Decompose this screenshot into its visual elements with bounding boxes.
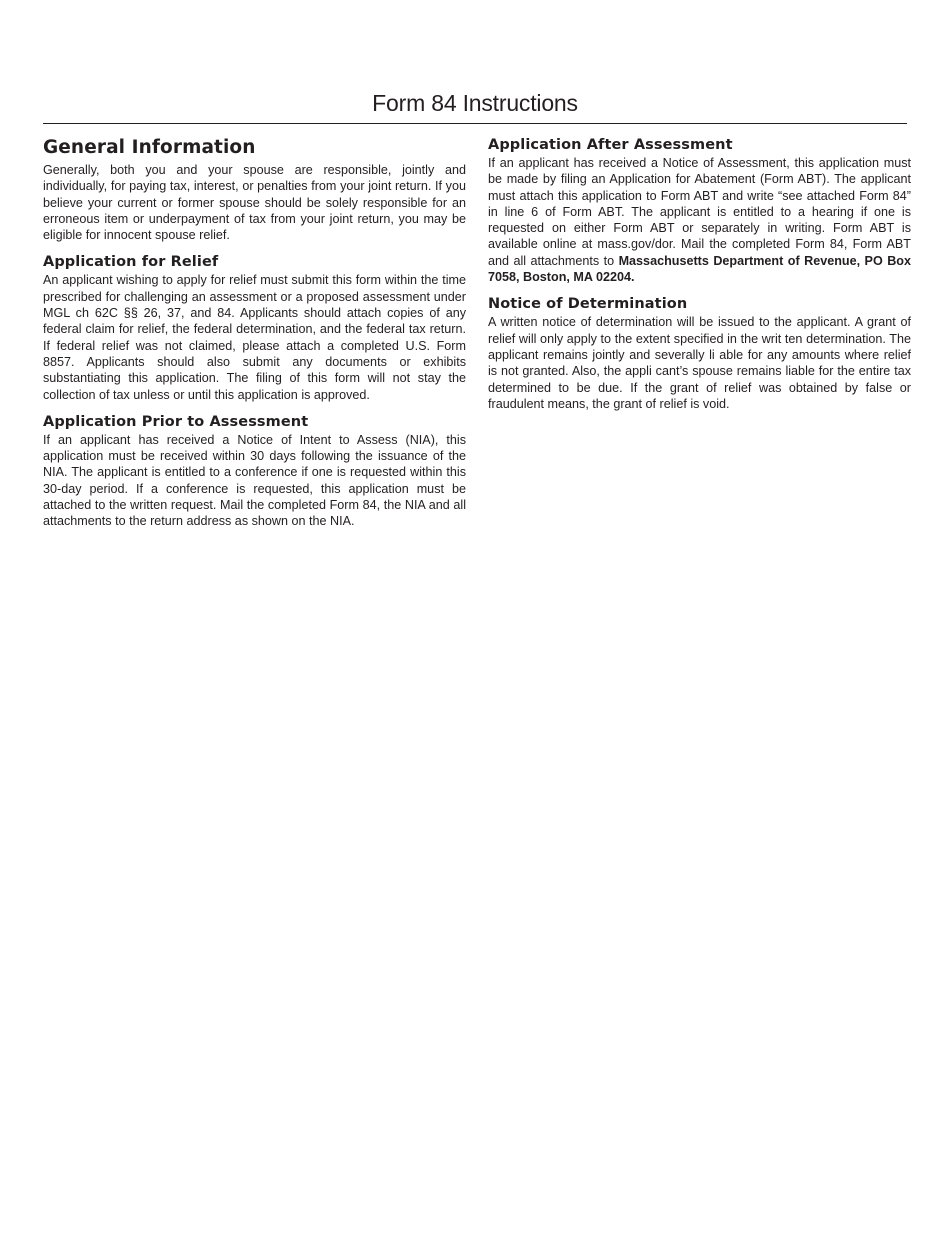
application-prior-to-assessment-text: If an applicant has received a Notice of Intent to Assess (NIA), this application must be received within 30 days following the issuance of the NIA. The applicant is entitled to a conference if one is requested within this 30-day period. If a conference is requested, this application must be attached to the written request. Mail the completed Form 84, the NIA and all attachments to the return address as shown on the NIA.	[43, 432, 466, 529]
dor-mailing-address: Massachusetts Department of Revenue, PO Box 7058, Boston, MA 02204.	[488, 253, 912, 285]
section-application-after-assessment	[488, 136, 911, 285]
notice-of-determination-text: A written notice of determination will be issued to the applicant. A grant of relief will only apply to the extent specified in the writ ten determination. The applicant remains jointly and severally li able for any amounts where relief is not granted. Also, the appli cant’s spouse remains liable for the entire tax determined to be due. If the grant of relief was obtained by false or fraudulent means, the grant of relief is void.	[488, 315, 911, 411]
page-title: Form 84 Instructions	[372, 90, 578, 116]
application-for-relief-text: An applicant wishing to apply for relief must submit this form within the time prescribed for challenging an assessment or a proposed assessment under MGL ch 62C §§ 26, 37, and 84. Applicants should attach copies of any federal claim for relief, the federal determination, and the federal tax return. If federal relief was not claimed, please attach a completed U.S. Form 8857. Applicants should also submit any documents or exhibits substantiating this application. The filing of this form will not stay the collection of tax unless or until this application is approved.	[43, 273, 466, 402]
application-after-assessment-body: If an applicant has received a Notice of Assessment, this application must be made by filing an Application for Abatement (Form ABT). The applicant must attach this application to Form ABT and write “see attached Form 84” in line 6 of Form ABT. The applicant is entitled to a hearing if one is requested on either Form ABT or separately in writing. Form ABT is available online at mass.gov/dor. Mail the completed Form 84, Form ABT and all attachments to	[488, 156, 911, 268]
general-information-text: Generally, both you and your spouse are responsible, jointly and individually, for paying tax, interest, or penalties from your joint return. If you believe your current or former spouse should be solely responsible for an erroneous item or underpayment of tax from your joint return, you may be eligible for innocent spouse relief.	[43, 163, 466, 243]
general-information-heading: General Information	[43, 137, 256, 158]
page-header	[43, 88, 907, 124]
left-column	[43, 136, 466, 530]
application-after-assessment-heading: Application After Assessment	[488, 137, 733, 153]
application-for-relief-heading: Application for Relief	[43, 254, 219, 271]
section-application-for-relief	[43, 253, 466, 402]
right-column	[488, 136, 911, 412]
application-prior-to-assessment-heading: Application Prior to Assessment	[43, 413, 309, 430]
section-application-prior-to-assessment	[43, 413, 466, 530]
section-general-information	[43, 136, 466, 243]
section-notice-of-determination	[488, 295, 911, 412]
notice-of-determination-heading: Notice of Determination	[488, 296, 688, 313]
application-after-assessment-text	[488, 155, 911, 285]
